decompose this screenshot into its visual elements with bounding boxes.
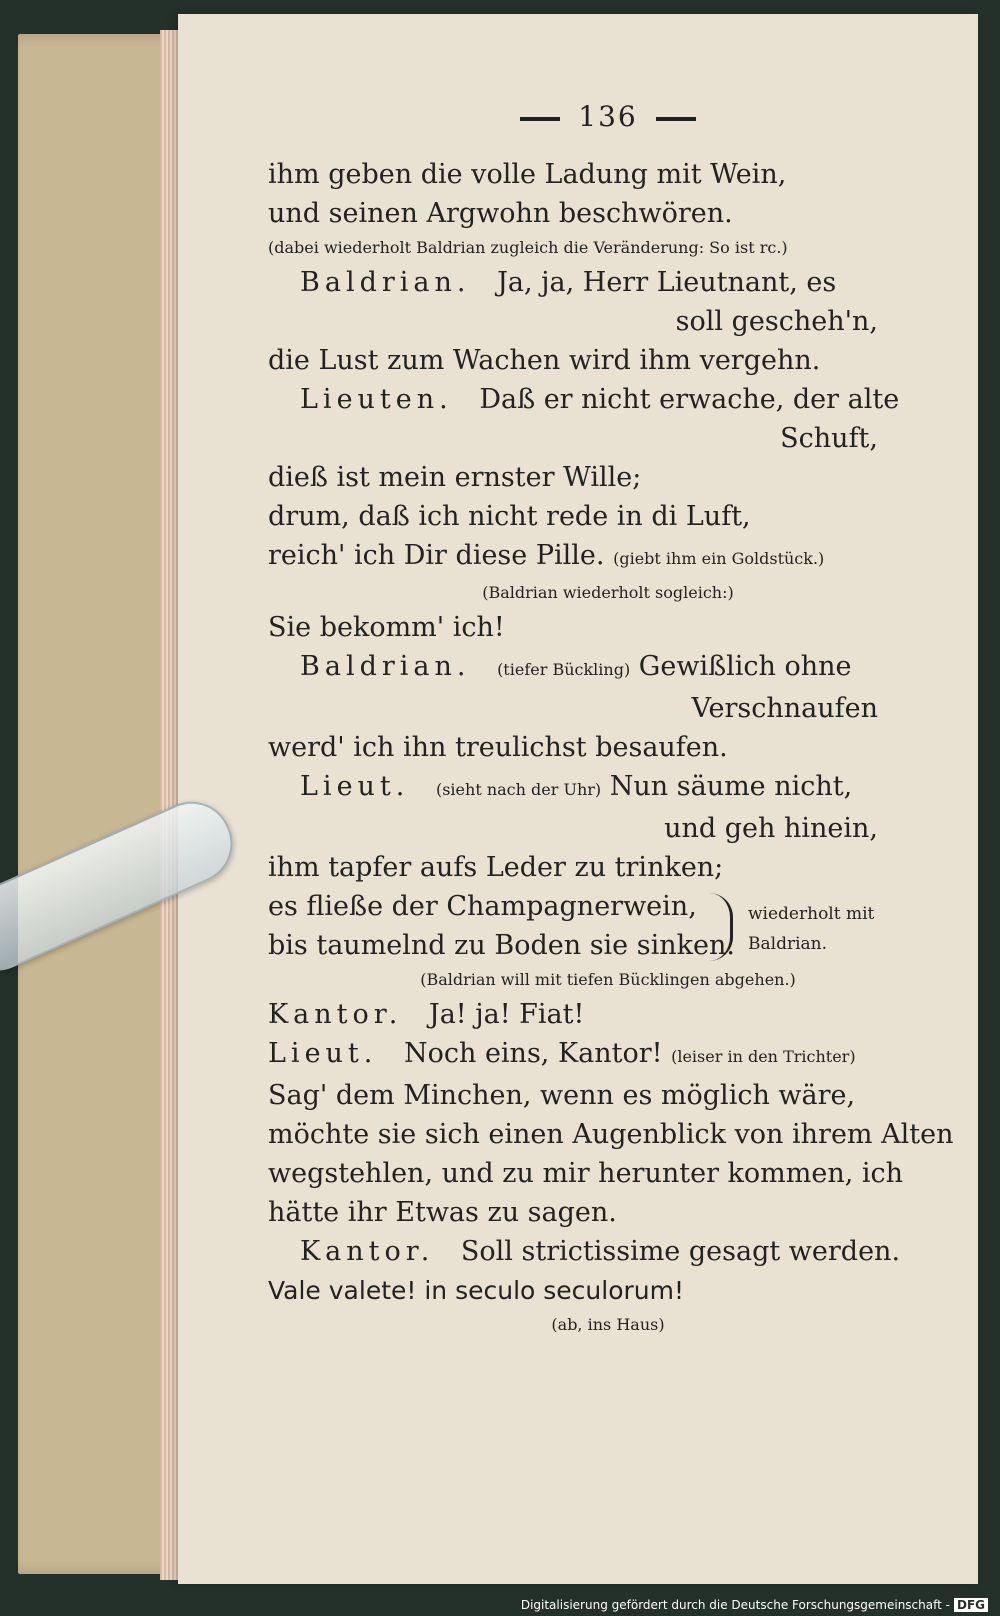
dialogue-line: [268, 1232, 948, 1271]
text-line: [268, 536, 948, 578]
stage-direction: (giebt ihm ein Goldstück.): [613, 549, 825, 568]
speaker-name: Baldrian.: [300, 651, 471, 682]
text-line: Sie bekomm' ich!: [268, 612, 505, 643]
speaker-name: Lieut.: [300, 771, 410, 802]
stage-direction: (tiefer Bückling): [497, 660, 631, 679]
text-segment: Soll strictissime gesagt werden.: [460, 1236, 901, 1267]
speaker-name: Kantor.: [300, 1236, 435, 1267]
text-line: Schuft,: [780, 423, 878, 454]
text-line: und geh hinein,: [664, 813, 878, 844]
dialogue-line: [268, 1034, 948, 1076]
speaker-name: Kantor.: [268, 999, 403, 1030]
stage-direction: (Baldrian wiederholt sogleich:): [482, 583, 734, 602]
page-number: 136: [268, 100, 948, 133]
dialogue-line: [268, 647, 948, 689]
text-segment: reich' ich Dir diese Pille.: [268, 540, 605, 571]
text-line: es fließe der Champagnerwein,: [268, 891, 697, 922]
brace-note: wiederholt mit Baldrian.: [748, 904, 875, 954]
dfg-logo: DFG: [954, 1598, 988, 1612]
stage-direction: (dabei wiederholt Baldrian zugleich die Veränderung: So ist rc.): [268, 238, 788, 257]
stage-direction: (leiser in den Trichter): [671, 1047, 856, 1066]
text-line: wegstehlen, und zu mir herunter kommen, ich: [268, 1158, 904, 1189]
stage-direction: (Baldrian will mit tiefen Bücklingen abgehen.): [420, 970, 796, 989]
text-line: hätte ihr Etwas zu sagen.: [268, 1197, 617, 1228]
text-line: werd' ich ihn treulichst besaufen.: [268, 732, 728, 763]
speaker-name: Lieut.: [268, 1038, 378, 1069]
text-line: bis taumelnd zu Boden sie sinken.: [268, 930, 735, 961]
text-segment: Daß er nicht erwache, der alte: [479, 384, 900, 415]
text-line: Sag' dem Minchen, wenn es möglich wäre,: [268, 1080, 856, 1111]
text-line: soll gescheh'n,: [675, 306, 878, 337]
text-line: und seinen Argwohn beschwören.: [268, 198, 733, 229]
text-line: Verschnaufen: [691, 693, 878, 724]
text-line: Vale valete! in seculo seculorum!: [268, 1276, 685, 1305]
dialogue-line: [268, 767, 948, 809]
speaker-name: Lieuten.: [300, 384, 453, 415]
text-segment: Gewißlich ohne: [638, 651, 852, 682]
text-line: dieß ist mein ernster Wille;: [268, 462, 642, 493]
stage-direction: (sieht nach der Uhr): [435, 780, 602, 799]
footer-credit: Digitalisierung gefördert durch die Deutsche Forschungsgemeinschaft - DFG: [517, 1596, 992, 1614]
dialogue-line: [268, 380, 948, 419]
text-segment: Nun säume nicht,: [609, 771, 853, 802]
text-line: die Lust zum Wachen wird ihm vergehn.: [268, 345, 821, 376]
text-line: möchte sie sich einen Augenblick von ihrem Alten: [268, 1119, 954, 1150]
text-line: ihm geben die volle Ladung mit Wein,: [268, 159, 787, 190]
text-segment: Noch eins, Kantor!: [403, 1038, 663, 1069]
speaker-name: Baldrian.: [300, 267, 471, 298]
text-segment: Ja! ja! Fiat!: [428, 999, 585, 1030]
stage-direction: (ab, ins Haus): [551, 1315, 665, 1334]
dialogue-line: [268, 995, 948, 1034]
repeated-verse-block: [268, 887, 948, 965]
text-line: ihm tapfer aufs Leder zu trinken;: [268, 852, 724, 883]
page-text: [268, 100, 954, 1340]
text-line: drum, daß ich nicht rede in di Luft,: [268, 501, 751, 532]
text-segment: Ja, ja, Herr Lieutnant, es: [497, 267, 837, 298]
dialogue-line: [268, 263, 948, 302]
